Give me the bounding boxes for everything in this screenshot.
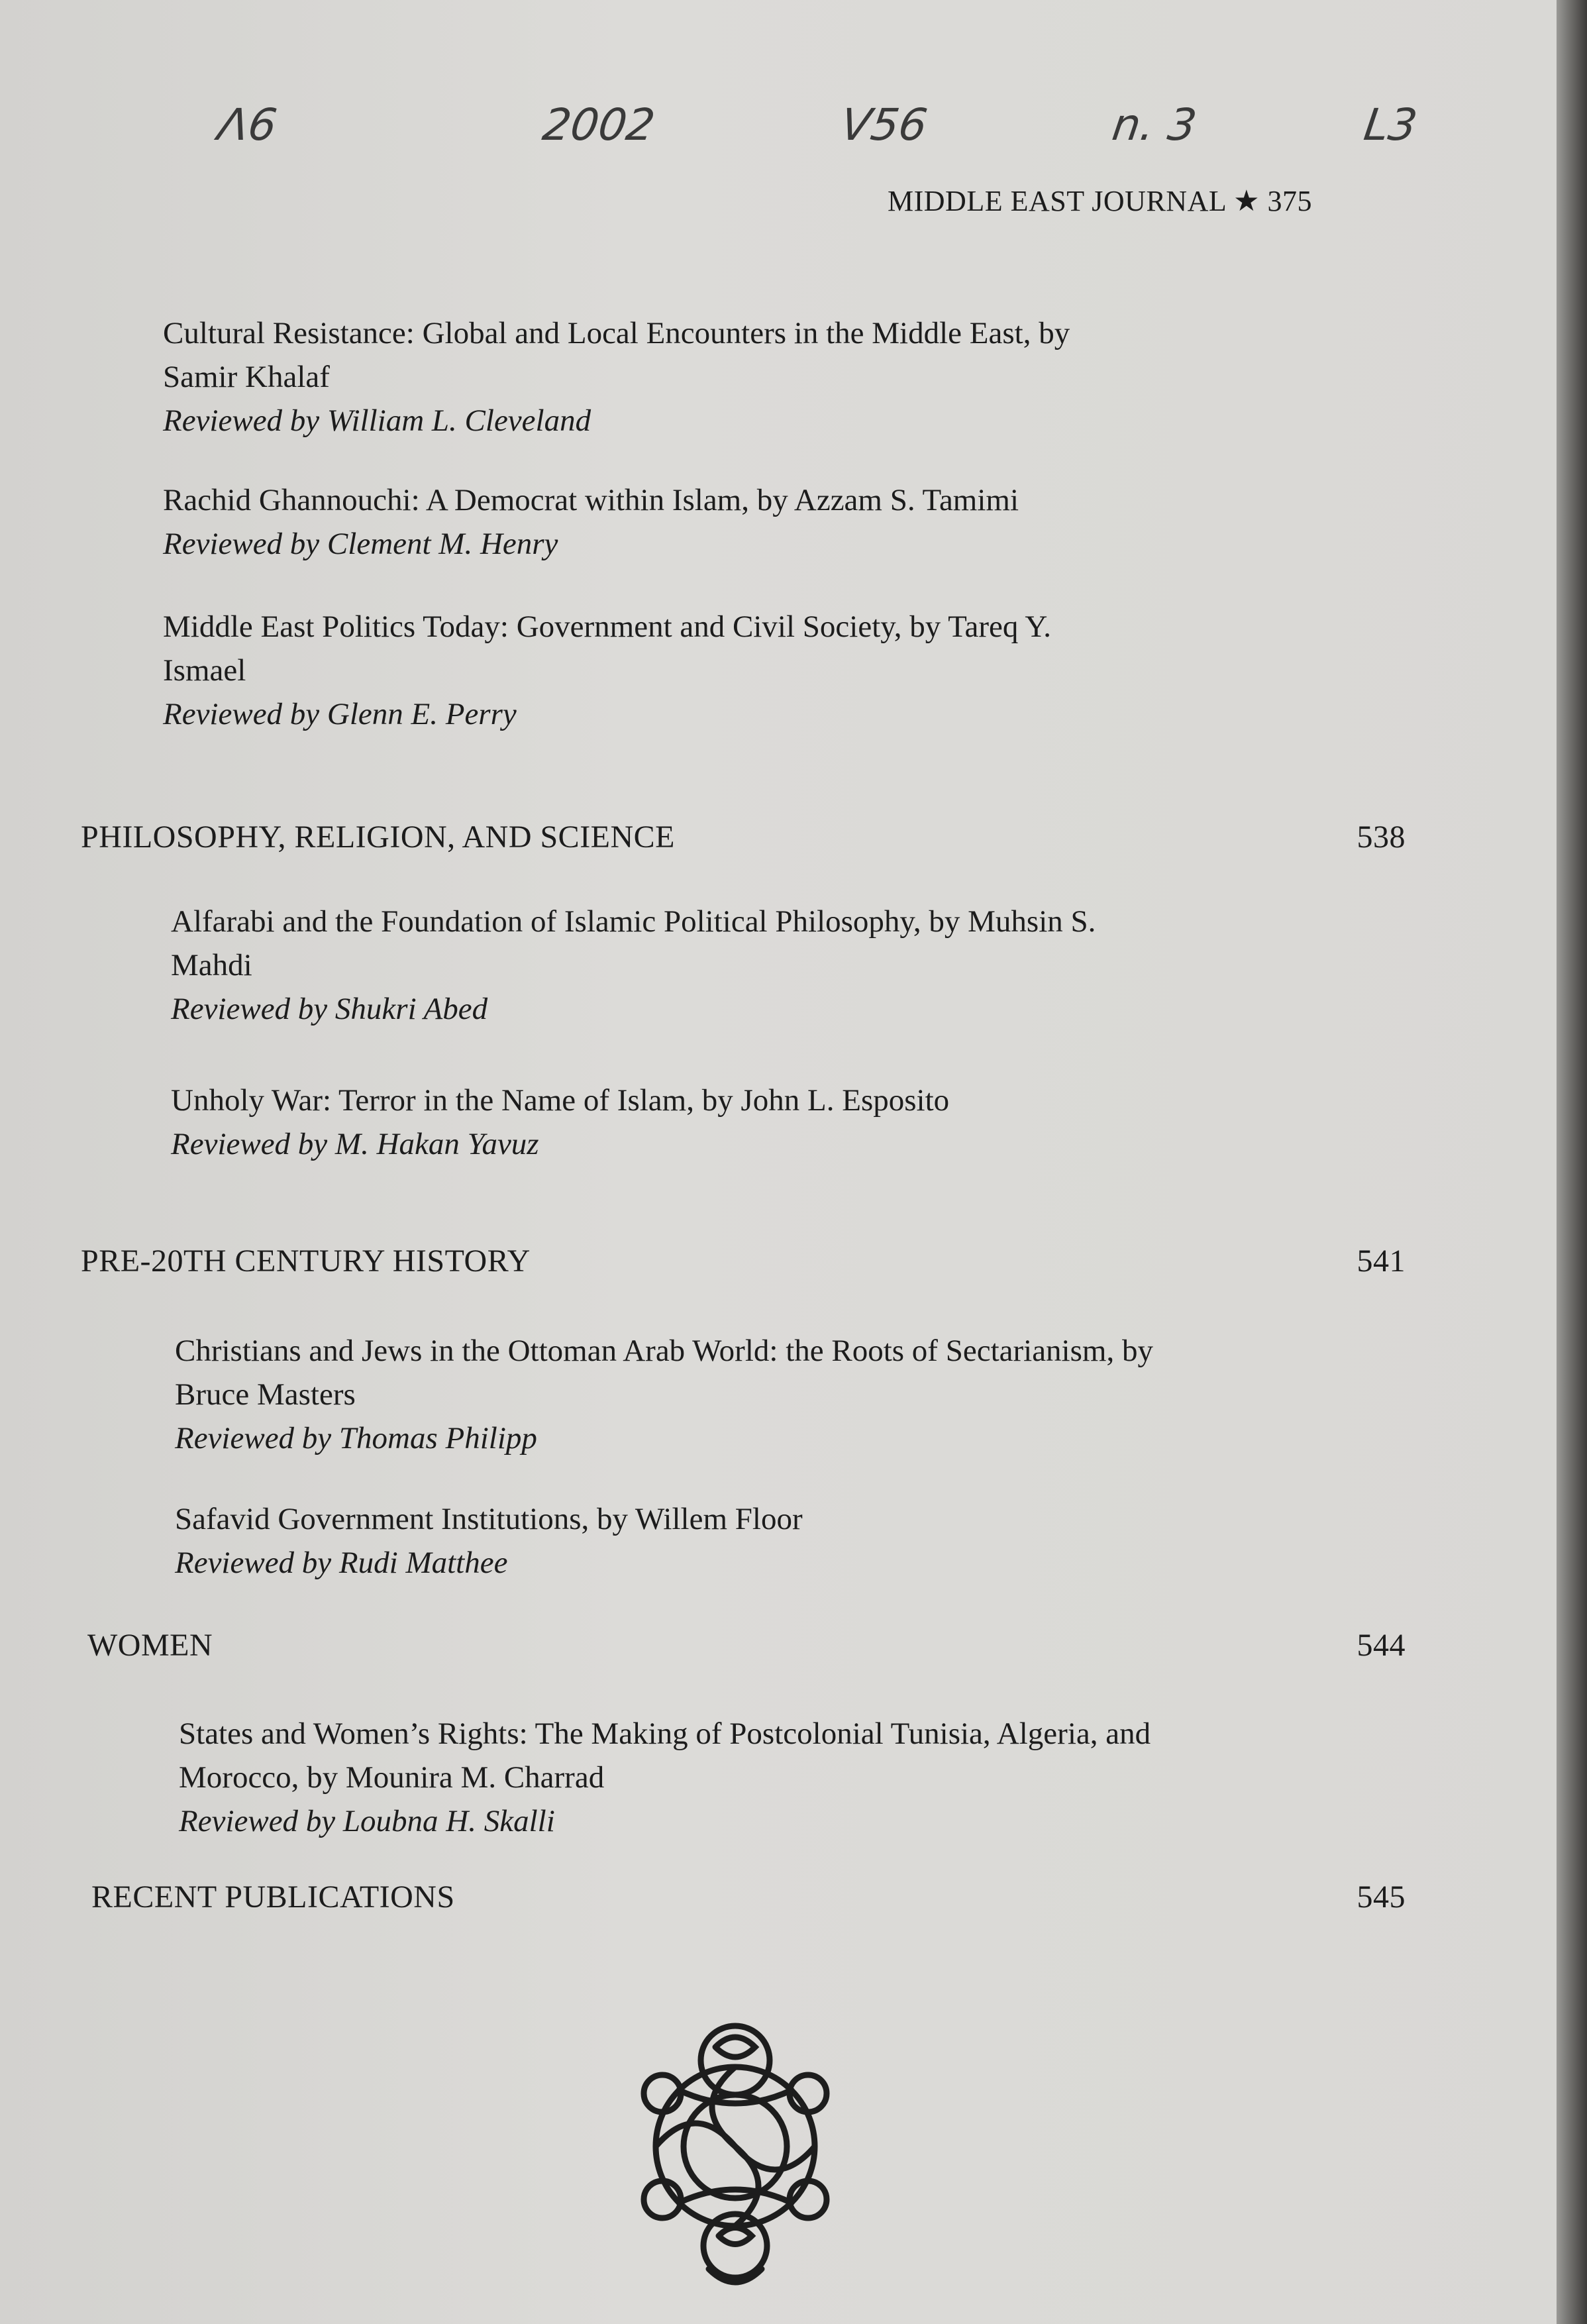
handwritten-volume: V56	[837, 99, 931, 150]
book-title-line: Mahdi	[171, 948, 252, 982]
review-entry	[163, 478, 1019, 566]
section-heading	[91, 1879, 1406, 1915]
book-title-line: Alfarabi and the Foundation of Islamic Political Philosophy, by Muhsin S.	[171, 904, 1096, 939]
section-title: WOMEN	[87, 1628, 213, 1663]
book-title-line: Ismael	[163, 653, 246, 688]
reviewer: Reviewed by Clement M. Henry	[163, 527, 558, 561]
book-title-line: Christians and Jews in the Ottoman Arab World: the Roots of Sectarianism, by	[175, 1334, 1153, 1368]
book-title-line: Samir Khalaf	[163, 360, 330, 394]
review-entry	[175, 1497, 803, 1585]
reviewer: Reviewed by Thomas Philipp	[175, 1421, 537, 1455]
review-entry	[179, 1712, 1151, 1843]
reviewer: Reviewed by Loubna H. Skalli	[179, 1804, 555, 1838]
review-entry	[163, 605, 1051, 736]
ornament-icon	[616, 2007, 854, 2299]
book-title-line: States and Women’s Rights: The Making of Postcolonial Tunisia, Algeria, and	[179, 1717, 1151, 1751]
review-entry	[175, 1329, 1153, 1460]
review-entry	[171, 900, 1096, 1031]
review-entry	[163, 311, 1070, 443]
section-page-number: 538	[1357, 819, 1406, 855]
reviewer: Reviewed by Shukri Abed	[171, 992, 488, 1026]
section-heading	[87, 1627, 1406, 1664]
book-title-line: Safavid Government Institutions, by Willem Floor	[175, 1502, 803, 1536]
review-entry	[171, 1079, 949, 1166]
section-heading	[81, 1243, 1406, 1279]
book-title-line: Bruce Masters	[175, 1377, 356, 1412]
book-title-line: Rachid Ghannouchi: A Democrat within Islam, by Azzam S. Tamimi	[163, 483, 1019, 517]
section-title: PRE-20TH CENTURY HISTORY	[81, 1243, 531, 1279]
section-title: PHILOSOPHY, RELIGION, AND SCIENCE	[81, 819, 675, 855]
reviewer: Reviewed by William L. Cleveland	[163, 403, 591, 438]
handwritten-number: n. 3	[1109, 99, 1200, 150]
book-title-line: Cultural Resistance: Global and Local Encounters in the Middle East, by	[163, 316, 1070, 350]
section-page-number: 545	[1357, 1879, 1406, 1915]
section-heading	[81, 819, 1406, 855]
handwritten-note: Λ6	[215, 99, 280, 150]
reviewer: Reviewed by Rudi Matthee	[175, 1546, 508, 1580]
reviewer: Reviewed by Glenn E. Perry	[163, 697, 517, 731]
section-page-number: 544	[1357, 1628, 1406, 1663]
handwritten-code: L3	[1360, 99, 1421, 150]
book-title-line: Morocco, by Mounira M. Charrad	[179, 1760, 605, 1795]
book-title-line: Unholy War: Terror in the Name of Islam, by John L. Esposito	[171, 1083, 950, 1118]
handwritten-year: 2002	[539, 99, 658, 150]
reviewer: Reviewed by M. Hakan Yavuz	[171, 1127, 539, 1161]
section-page-number: 541	[1357, 1243, 1406, 1279]
book-title-line: Middle East Politics Today: Government and Civil Society, by Tareq Y.	[163, 609, 1052, 644]
book-spine-edge	[1557, 0, 1587, 2324]
section-title: RECENT PUBLICATIONS	[91, 1879, 455, 1915]
running-head: MIDDLE EAST JOURNAL ★ 375	[888, 185, 1313, 217]
